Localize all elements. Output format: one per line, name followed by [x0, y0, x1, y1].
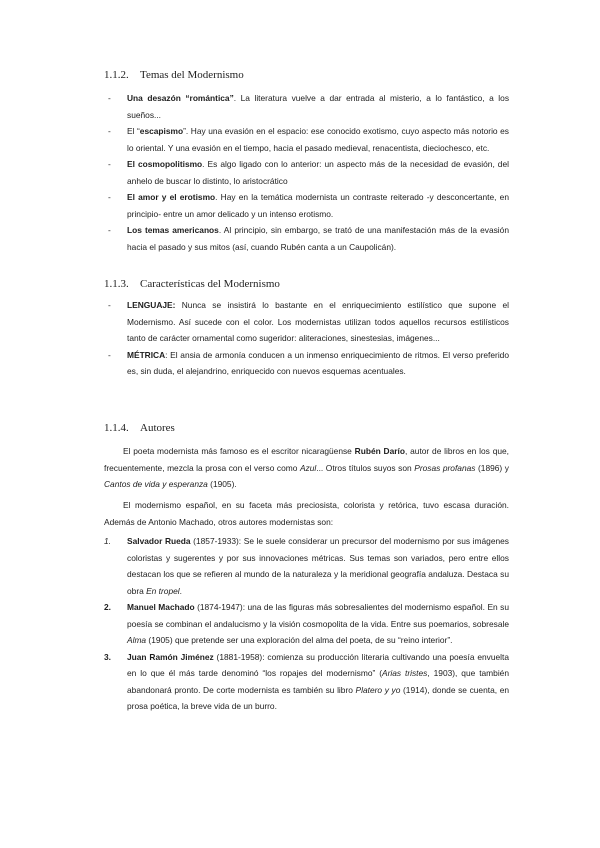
- item-lead: El “: [127, 126, 140, 136]
- item-text: (1905) que pretende ser una exploración del alma del poeta, de su “reino interior”.: [146, 635, 453, 645]
- author-name: Salvador Rueda: [127, 536, 191, 546]
- author-name: Juan Ramón Jiménez: [127, 651, 214, 662]
- item-text: . Al principio, sin embargo, se trató de una manifestación más de la evasión hacia el pasado y sus mitos (así, cuando Rubén canta a un Caupolicán).: [127, 225, 509, 252]
- author-name: Rubén Darío: [354, 446, 405, 456]
- author-name: Manuel Machado: [127, 602, 195, 612]
- item-term: MÉTRICA: [127, 349, 166, 360]
- section-number: 1.1.4.: [104, 422, 129, 434]
- item-term: escapismo: [139, 126, 184, 136]
- item-text: .: [179, 585, 182, 596]
- section-title: Temas del Modernismo: [140, 69, 244, 81]
- text-run: (1896) y: [475, 462, 509, 473]
- section-heading-autores: [104, 421, 175, 435]
- section-number: 1.1.2.: [104, 69, 129, 81]
- autores-list: [104, 533, 509, 715]
- item-text: . Hay en la temática modernista un contraste reiterado -y desconcertante, en principio- entre un amor delicado y un intenso erotismo.: [127, 192, 509, 219]
- list-item: [104, 649, 509, 715]
- work-title: Azul: [299, 462, 317, 473]
- section-number: 1.1.3.: [104, 278, 129, 290]
- list-item: - Los temas americanos. Al principio, sin embargo, se trató de una manifestación más de la evasión hacia el pasado y sus mitos (así, cuando Rubén canta a un Caupolicán).: [108, 225, 509, 252]
- text-run: El poeta modernista más famoso es el escritor nicaragüense: [123, 446, 355, 456]
- item-text: . Es algo ligado con lo anterior: un aspecto más de la necesidad de evasión, del anhelo de buscar lo distinto, lo aristocrático: [127, 159, 509, 186]
- item-text: (1881-1958): comienza su producción literaria cultivando una poesía envuelta en lo que él más tarde denominó “los ropajes del modernismo” (: [127, 651, 509, 678]
- list-item: [104, 533, 509, 599]
- work-title: Cantos de vida y esperanza: [104, 479, 208, 489]
- section-heading-caracteristicas: [104, 277, 280, 291]
- item-text: (1857-1933): Se le suele considerar un precursor del modernismo por sus imágenes coloristas y sugerentes y por sus innovaciones métricas. Sus temas son variados, pero entre ellos destacan los que se refieren al mundo de la naturaleza y la meridional geografía andaluza. Destaca su obra: [127, 536, 509, 596]
- item-term: Los temas americanos: [127, 225, 219, 235]
- item-term: Una desazón “romántica”: [127, 93, 234, 103]
- list-item: - LENGUAJE: Nunca se insistirá lo bastante en el enriquecimiento estilístico que supone el Modernismo. Así sucede con el color. Los modernistas utilizan todos aquellos recursos estilísticos tanto de carácter ornamental como sugeridor: aliteraciones, sinestesias, imágenes...: [108, 300, 509, 343]
- caracteristicas-list: [104, 297, 509, 380]
- work-title: En tropel: [146, 585, 180, 596]
- autores-paragraph-1: [104, 443, 509, 493]
- text-run: , autor de libros en los que, frecuentemente, mezcla la prosa con el verso como: [104, 446, 509, 473]
- section-heading-temas: [104, 68, 244, 82]
- autores-paragraph-2: El modernismo español, en su faceta más preciosista, colorista y retórica, tuvo escasa duración. Además de Antonio Machado, otros autores modernistas son:: [104, 500, 509, 527]
- item-term: LENGUAJE:: [127, 300, 176, 310]
- text-run: (1905).: [207, 479, 237, 489]
- list-item: - El cosmopolitismo. Es algo ligado con lo anterior: un aspecto más de la necesidad de evasión, del anhelo de buscar lo distinto, lo aristocrático: [108, 159, 509, 186]
- item-term: El amor y el erotismo: [127, 192, 216, 202]
- item-text: Nunca se insistirá lo bastante en el enriquecimiento estilístico que supone el Modernismo. Así sucede con el color. Los modernistas utilizan todos aquellos recursos estilísticos tanto de carácter ornamental como sugeridor: aliteraciones, sinestesias, imágenes...: [127, 300, 509, 343]
- work-title: Prosas profanas: [414, 462, 476, 473]
- section-title: Autores: [140, 422, 175, 434]
- text-run: ... Otros títulos suyos son: [316, 462, 415, 473]
- list-item: [104, 599, 509, 649]
- item-text: : El ansia de armonía conducen a un inmenso enriquecimiento de ritmos. El verso preferido es, sin duda, el alejandrino, enriquecido con nuevos esquemas acentuales.: [127, 349, 509, 376]
- list-item: - MÉTRICA: El ansia de armonía conducen a un inmenso enriquecimiento de ritmos. El verso preferido es, sin duda, el alejandrino, enriquecido con nuevos esquemas acentuales.: [108, 349, 509, 376]
- work-title: Platero y yo: [355, 684, 401, 695]
- temas-list: [104, 90, 509, 255]
- work-title: Alma: [127, 635, 147, 645]
- list-item: - El amor y el erotismo. Hay en la temática modernista un contraste reiterado -y desconcertante, en principio- entre un amor delicado y un intenso erotismo.: [108, 192, 509, 219]
- item-text: (1914), donde se cuenta, en prosa poética, la breve vida de un burro.: [127, 684, 510, 711]
- work-title: Arias tristes: [382, 668, 428, 678]
- item-term: El cosmopolitismo: [127, 159, 203, 169]
- item-number: 1.: [104, 536, 111, 546]
- list-item: - Una desazón “romántica”. La literatura vuelve a dar entrada al misterio, a lo fantástico, a los sueños...: [108, 93, 510, 120]
- item-text: ”. Hay una evasión en el espacio: ese conocido exotismo, cuyo aspecto más notorio es lo oriental. Y una evasión en el tiempo, hacia el pasado medieval, renacentista, dieciochesco, etc.: [127, 126, 509, 153]
- item-number: 2.: [104, 602, 111, 612]
- section-title: Características del Modernismo: [140, 278, 280, 290]
- item-text: (1874-1947): una de las figuras más sobresalientes del modernismo español. En su poesía se combinan el andalucismo y la visión cosmopolita de la vida. Entre sus poemarios, sobresale: [127, 602, 509, 629]
- list-item: - El “escapismo”. Hay una evasión en el espacio: ese conocido exotismo, cuyo aspecto más notorio es lo oriental. Y una evasión en el tiempo, hacia el pasado medieval, renacentista, dieciochesco, etc.: [108, 126, 509, 153]
- item-number: 3.: [104, 651, 111, 662]
- item-text: . La literatura vuelve a dar entrada al misterio, a lo fantástico, a los sueños...: [127, 93, 510, 120]
- item-text: , 1903), que también abandonará pronto. De corte modernista es también su libro: [127, 668, 509, 695]
